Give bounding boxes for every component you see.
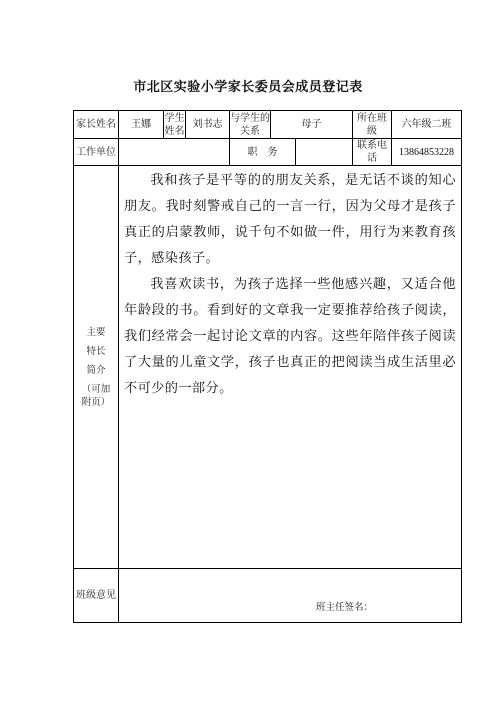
class-opinion-area bbox=[119, 569, 462, 623]
specialty-label bbox=[74, 166, 119, 569]
specialty-label-line: 主要 bbox=[86, 326, 106, 338]
phone-label: 联系电话 bbox=[353, 139, 392, 166]
class-opinion-label: 班级意见 bbox=[74, 569, 119, 623]
specialty-content bbox=[119, 166, 462, 569]
row-class-opinion bbox=[74, 569, 462, 623]
form-title: 市北区实验小学家长委员会成员登记表 bbox=[133, 80, 363, 95]
student-name-label: 学生姓名 bbox=[164, 112, 185, 137]
position-label: 职 务 bbox=[230, 139, 296, 166]
parent-name-value: 王娜 bbox=[119, 111, 164, 139]
specialty-label-line: 简介 bbox=[86, 364, 106, 376]
teacher-signature-label: 班主任签名： bbox=[315, 602, 373, 613]
specialty-paragraph: 我和孩子是平等的的朋友关系，是无话不谈的知心朋友。我时刻警戒自己的一言一行，因为父母才是孩子真正的启蒙教师，说千句不如做一件，用行为来教育孩子，感染孩子。 bbox=[124, 173, 456, 266]
relation-value: 母子 bbox=[271, 111, 353, 139]
class-value: 六年级二班 bbox=[392, 111, 462, 139]
position-value bbox=[296, 139, 353, 166]
row-work-info bbox=[74, 139, 462, 166]
phone-value: 13864853228 bbox=[392, 139, 462, 166]
registration-form-table bbox=[73, 110, 462, 623]
parent-name-label: 家长姓名 bbox=[74, 111, 119, 139]
work-unit-label: 工作单位 bbox=[74, 139, 119, 166]
specialty-label-line: 附页） bbox=[81, 396, 111, 408]
specialty-label-line: 特长 bbox=[86, 345, 106, 357]
relation-label: 与学生的关系 bbox=[230, 112, 270, 137]
specialty-label-line: （可加 bbox=[81, 383, 111, 395]
student-name-value: 刘书志 bbox=[186, 111, 230, 139]
row-specialty bbox=[74, 166, 462, 569]
row-basic-info bbox=[74, 111, 462, 139]
specialty-paragraph: 我喜欢读书，为孩子选择一些他感兴趣，又适合他年龄段的书。看到好的文章我一定要推荐给孩子阅读，我们经常会一起讨论文章的内容。这些年陪伴孩子阅读了大量的儿童文学，孩子也真正的把阅读当成生活里必不可少的一部分。 bbox=[124, 277, 456, 396]
work-unit-value bbox=[119, 139, 230, 166]
class-label: 所在班级 bbox=[353, 111, 392, 139]
